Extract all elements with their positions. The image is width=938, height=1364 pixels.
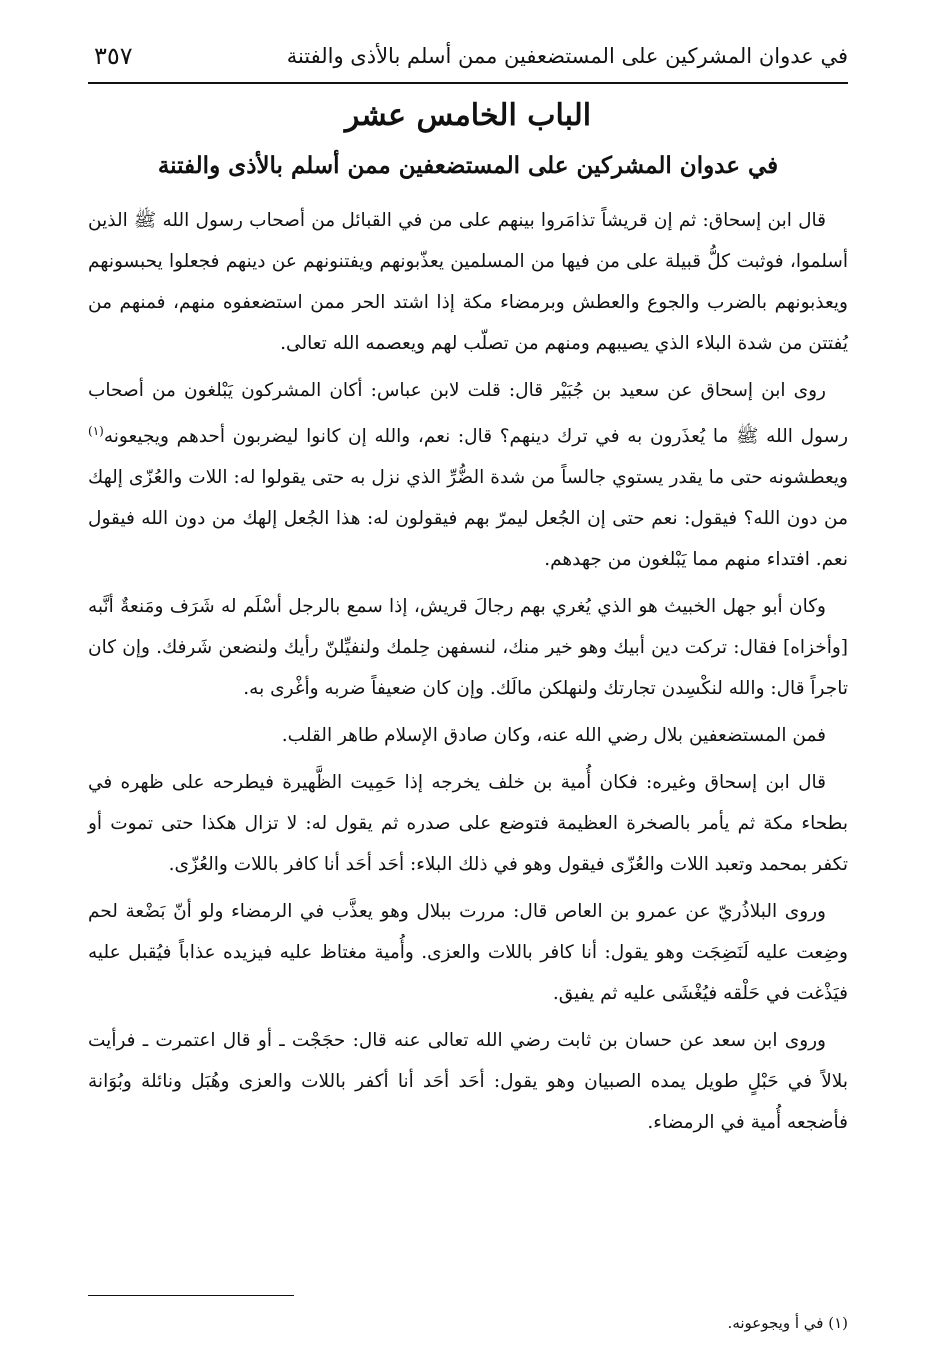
running-title: في عدوان المشركين على المستضعفين ممن أسلم بالأذى والفتنة — [286, 44, 848, 68]
paragraph-4: فمن المستضعفين بلال رضي الله عنه، وكان صادق الإسلام طاهر القلب. — [281, 725, 826, 747]
paragraph-1: قال ابن إسحاق: ثم إن قريشاً تذامَروا بينهم على من في القبائل من أصحاب رسول الله ﷺ الذين أسلموا، فوثبت كلُّ قبيلة على من فيها من المسلمين يعذّبونهم ويفتنونهم عن دينهم فجعلوا يحبسونهم ويعذبونهم بالضرب والجوع والعطش وبرمضاء مكة إذا اشتد الحر ممن استضعفوه منهم، فمنهم من يُفتتن من شدة البلاء الذي يصيبهم ومنهم من تصلّب لهم ويعصمه الله تعالى. — [88, 210, 848, 354]
page-number: ٣٥٧ — [94, 42, 133, 70]
paragraph-5: قال ابن إسحاق وغيره: فكان أُمية بن خلف يخرجه إذا حَمِيت الظَّهيرة فيطرحه على ظهره في بطحاء مكة ثم يأمر بالصخرة العظيمة فتوضع على صدره ثم يقول له: لا تزال هكذا حتى تموت أو تكفر بمحمد وتعبد اللات والعُزّى فيقول وهو في ذلك البلاء: أحَد أحَد أنا كافر باللات والعُزّى. — [88, 772, 848, 876]
running-header — [88, 38, 848, 84]
footnote-divider — [88, 1295, 294, 1296]
body-text — [88, 200, 848, 1149]
section-title: في عدوان المشركين على المستضعفين ممن أسلم بالأذى والفتنة — [157, 152, 779, 179]
paragraph-3: وكان أبو جهل الخبيث هو الذي يُغري بهم رجالَ قريش، إذا سمع بالرجل أسْلَم له شَرَف ومَنعةٌ أنَّبه [وأخزاه] فقال: تركت دين أبيك وهو خير منك، لنسفهن حِلمك ولنفيِّلنّ رأيك ولنضعن شَرفك. وإن كان تاجراً قال: والله لنكْسِدن تجارتك ولنهلكن مالَك. وإن كان ضعيفاً ضربه وأغْرى به. — [88, 596, 848, 700]
paragraph-2-part-2: ويعطشونه حتى ما يقدر يستوي جالساً من شدة الضُّرِّ الذي نزل به حتى يقولوا له: اللات والعُزّى إلهك من دون الله؟ فيقول: نعم حتى إن الجُعل ليمرّ بهم فيقولون له: هذا الجُعل إلهك من دون الله فيقول نعم. افتداء منهم مما يَبْلغون من جهدهم. — [88, 467, 848, 571]
chapter-title: الباب الخامس عشر — [344, 98, 592, 133]
paragraph-7: وروى ابن سعد عن حسان بن ثابت رضي الله تعالى عنه قال: حجَجْت ـ أو قال اعتمرت ـ فرأيت بلالاً في حَبْلٍ طويل يمده الصبيان وهو يقول: أحَد أحَد أنا أكفر باللات والعزى وهُبَل ونائلة وبُوَانة فأضجعه أُمية في الرمضاء. — [88, 1030, 848, 1134]
paragraph-2-part-1: روى ابن إسحاق عن سعيد بن جُبَيْر قال: قلت لابن عباس: أكان المشركون يَبْلغون من أصحاب رسول الله ﷺ ما يُعذَرون به في ترك دينهم؟ قال: نعم، والله إن كانوا ليضربون أحدهم ويجيعونه — [88, 380, 848, 448]
footnote-reference: (١) — [88, 424, 104, 438]
paragraph-2 — [88, 370, 848, 580]
paragraph-6: وروى البلاذُريّ عن عمرو بن العاص قال: مررت ببلال وهو يعذَّب في الرمضاء ولو أنّ بَضْعة لحم وضِعت عليه لَنَضِجَت وهو يقول: أنا كافر باللات والعزى. وأُمية مغتاظ عليه فيزيده عذاباً فيُقبل عليه فيَذْغت في حَلْقه فيُغْشَى عليه ثم يفيق. — [88, 901, 848, 1005]
footnote: (١) في أ ويجوعونه. — [727, 1314, 848, 1332]
page — [88, 38, 848, 1338]
